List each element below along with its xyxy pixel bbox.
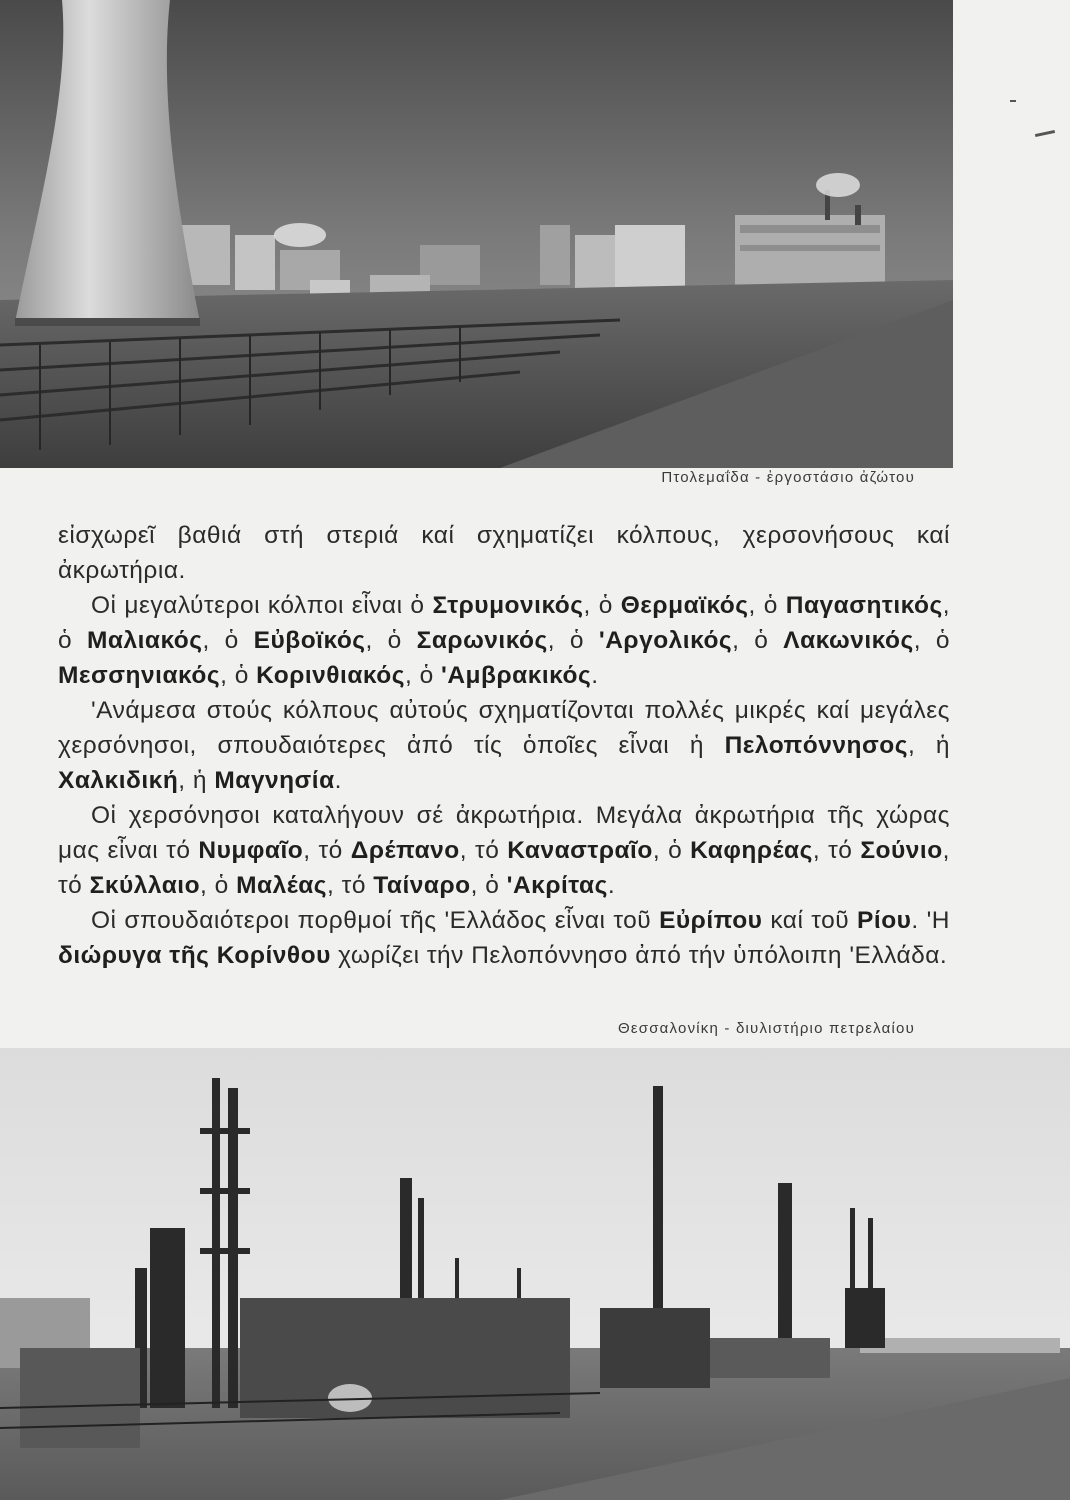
paragraph: 'Ανάμεσα στούς κόλπους αὐτούς σχηματίζονται πολλές μικρές καί μεγάλες χερσόνησοι, σπουδαιότερες ἀπό τίς ὁποῖες εἶναι ἡ Πελοπόννησος, ἡ Χαλκιδική, ἡ Μαγνησία. [58,697,950,794]
scan-mark [1010,100,1016,102]
bold-term: Δρέπανο [350,837,460,864]
bold-term: 'Αργολικός [598,627,733,654]
bold-term: 'Αμβρακικός [441,662,592,689]
bold-term: Σούνιο [860,837,943,864]
bottom-photo-caption: Θεσσαλονίκη - διυλιστήριο πετρελαίου [618,1020,915,1037]
bold-term: Κορινθιακός [256,662,405,689]
body-text [58,518,950,973]
bold-term: Καναστραῖο [507,837,653,864]
bold-term: Ρίου [857,907,912,934]
bold-term: Εὐρίπου [659,907,763,934]
bold-term: Καφηρέας [690,837,813,864]
bold-term: Σκύλλαιο [89,872,201,899]
paragraph: Οἱ σπουδαιότεροι πορθμοί τῆς 'Ελλάδος εἶναι τοῦ Εὐρίπου καί τοῦ Ρίου. 'Η διώρυγα τῆς Κορίνθου χωρίζει τήν Πελοπόννησο ἀπό τήν ὑπόλοιπη 'Ελλάδα. [58,907,950,969]
bold-term: Σαρωνικός [416,627,548,654]
bold-term: Μαλιακός [86,627,203,654]
bold-term: Ταίναρο [373,872,471,899]
bold-term: Λακωνικός [783,627,914,654]
paragraph: εἰσχωρεῖ βαθιά στή στεριά καί σχηματίζει κόλπους, χερσονήσους καί ἀκρωτήρια. [58,522,950,584]
bold-term: Μεσσηνιακός [58,662,221,689]
top-photo-caption: Πτολεμαΐδα - ἐργοστάσιο ἀζώτου [661,469,915,486]
bold-term: Νυμφαῖο [198,837,304,864]
bold-term: Χαλκιδική [58,767,179,794]
refinery-photo [0,1048,1070,1500]
factory-photo [0,0,953,468]
bold-term: Πελοπόννησος [724,732,908,759]
bold-term: Στρυμονικός [432,592,584,619]
bold-term: 'Ακρίτας [506,872,608,899]
bold-term: Παγασητικός [785,592,943,619]
bold-term: Θερμαϊκός [620,592,749,619]
paragraph: Οἱ χερσόνησοι καταλήγουν σέ ἀκρωτήρια. Μεγάλα ἀκρωτήρια τῆς χώρας μας εἶναι τό Νυμφαῖο, τό Δρέπανο, τό Καναστραῖο, ὁ Καφηρέας, τό Σούνιο, τό Σκύλλαιο, ὁ Μαλέας, τό Ταίναρο, ὁ 'Ακρίτας. [58,802,950,899]
paragraph: Οἱ μεγαλύτεροι κόλποι εἶναι ὁ Στρυμονικός, ὁ Θερμαϊκός, ὁ Παγασητικός, ὁ Μαλιακός, ὁ Εὐβοϊκός, ὁ Σαρωνικός, ὁ 'Αργολικός, ὁ Λακωνικός, ὁ Μεσσηνιακός, ὁ Κορινθιακός, ὁ 'Αμβρακικός. [58,592,951,689]
bold-term: διώρυγα τῆς Κορίνθου [58,942,331,969]
scan-mark [1035,130,1055,137]
bold-term: Μαγνησία [214,767,335,794]
bold-term: Μαλέας [236,872,328,899]
bold-term: Εὐβοϊκός [253,627,366,654]
